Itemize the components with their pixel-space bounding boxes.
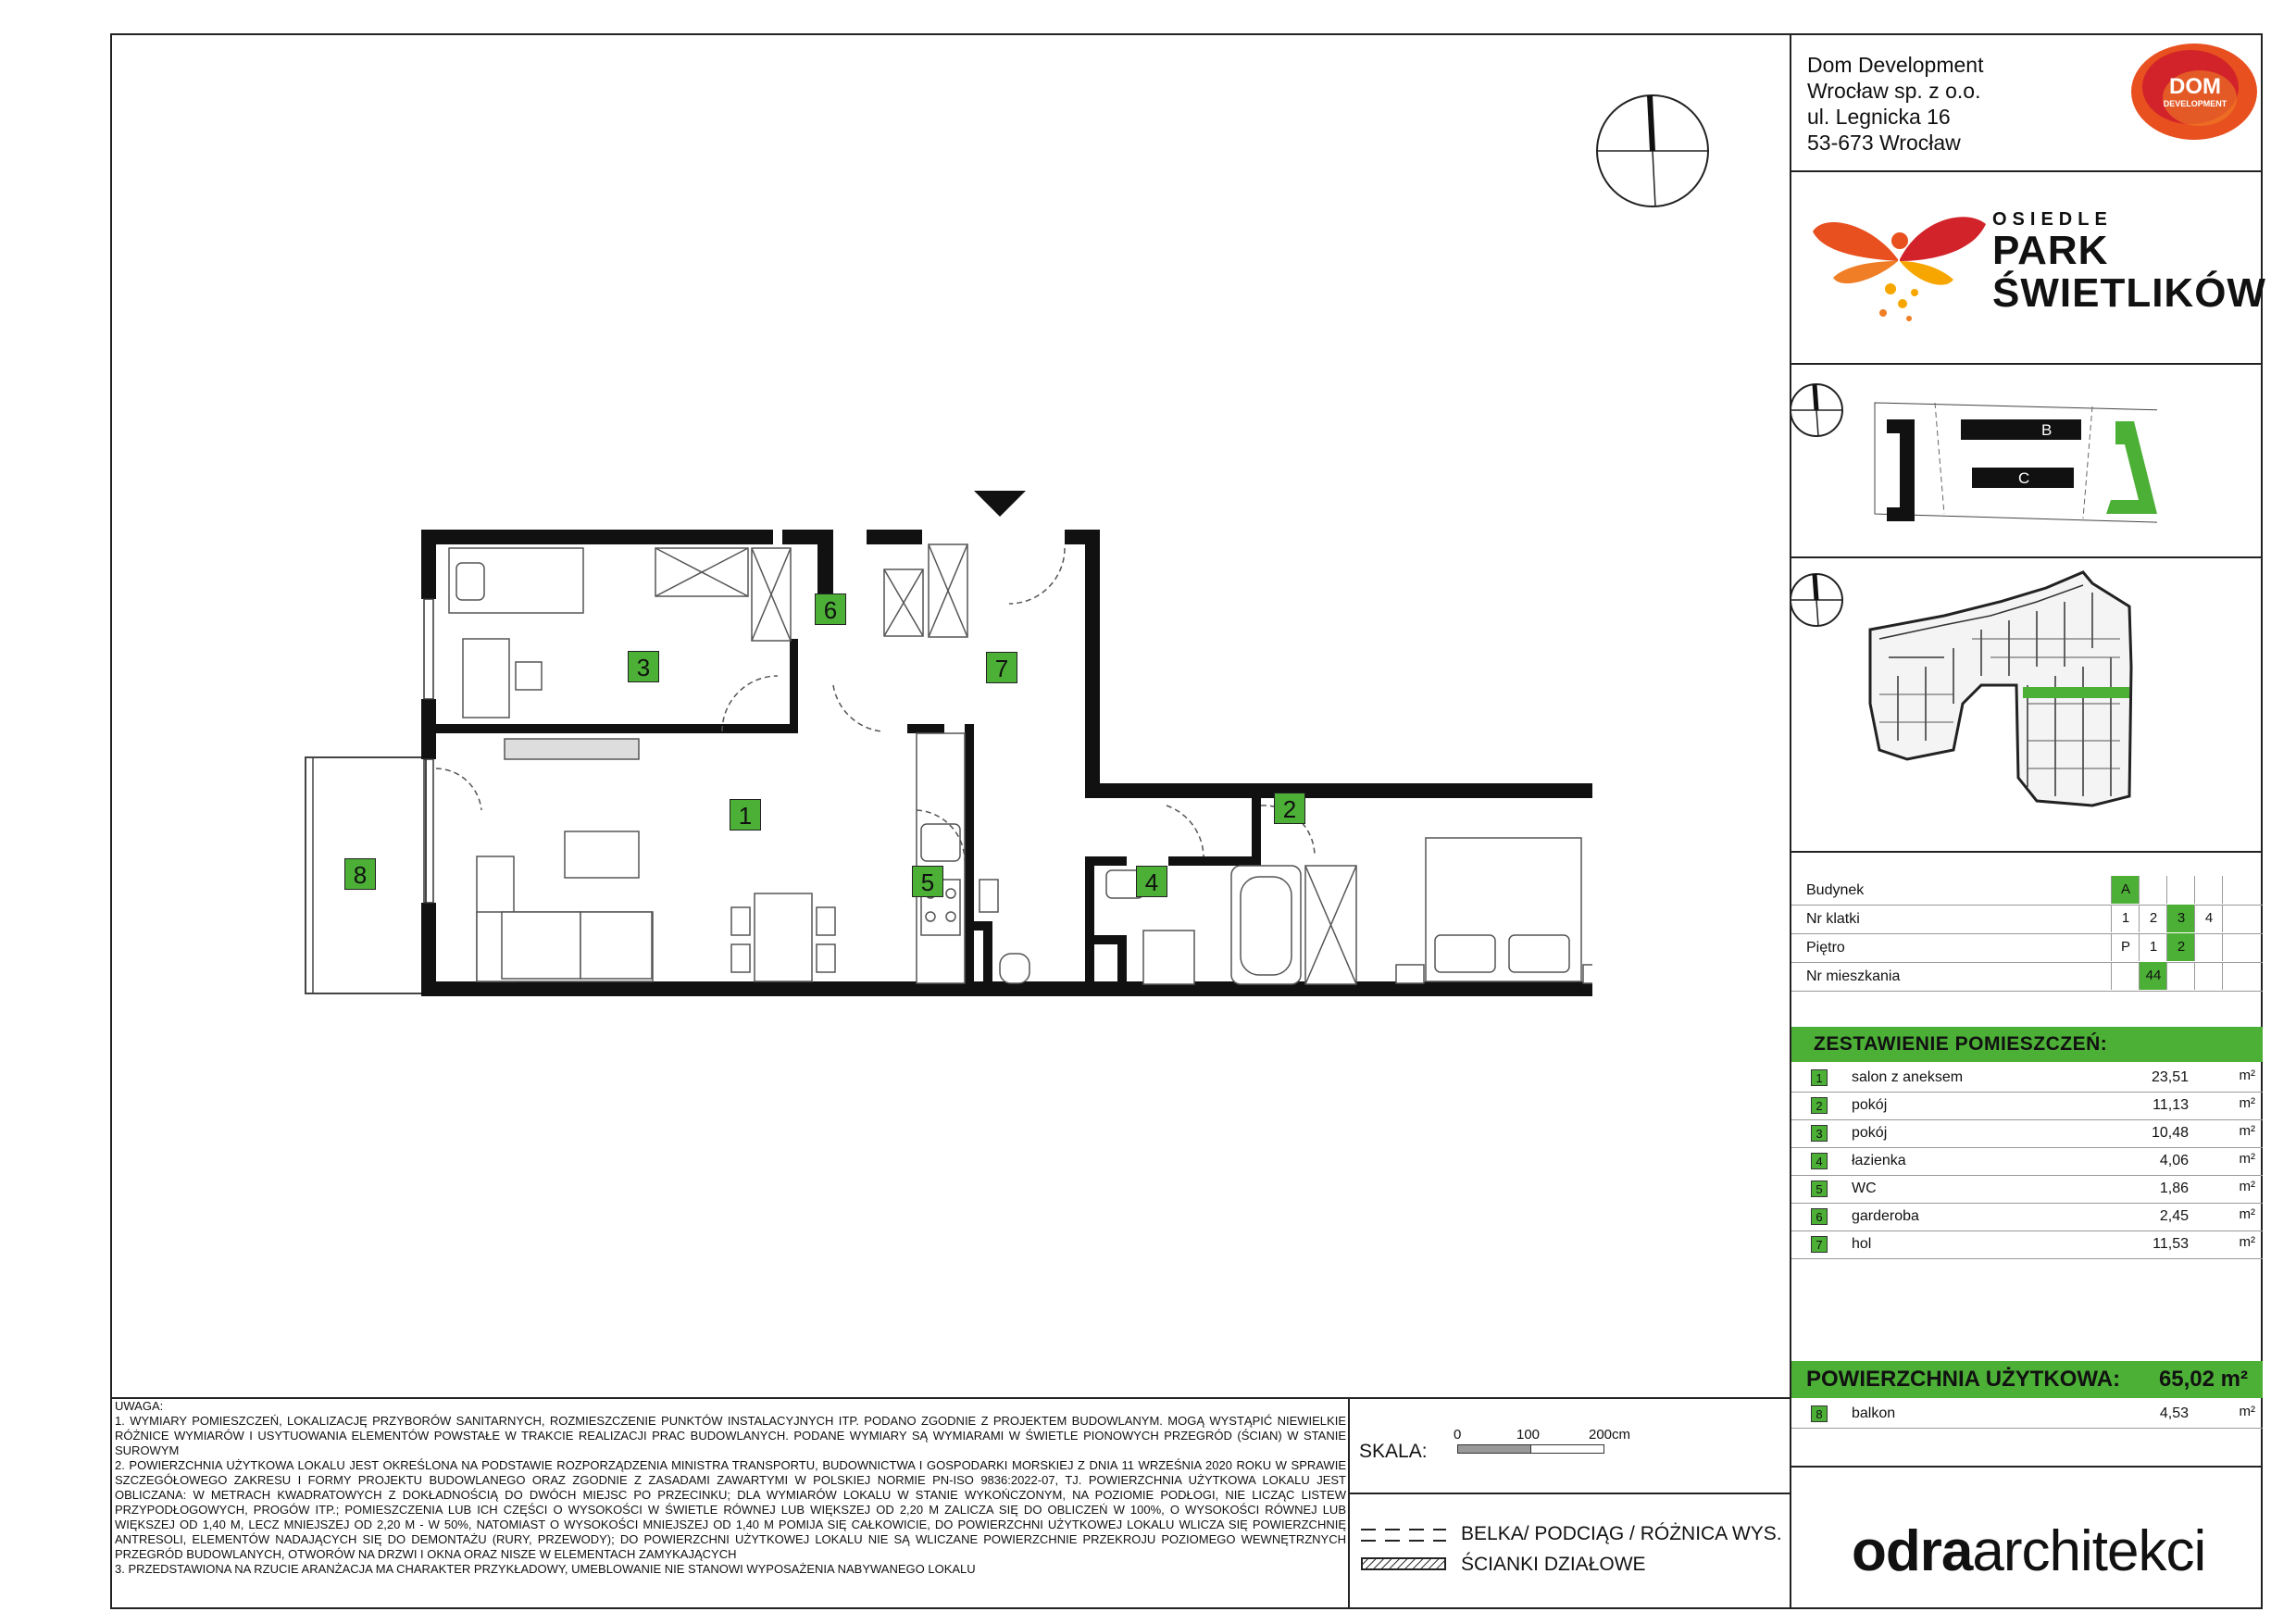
info-row-building (1791, 876, 2263, 906)
plan-label-room-3: 3 (628, 651, 659, 682)
room-unit: m² (2239, 1068, 2255, 1083)
empty-cell (2222, 905, 2251, 932)
building-cell: A (2111, 876, 2140, 904)
total-area-label: POWIERZCHNIA UŻYTKOWA: (1806, 1367, 2121, 1392)
empty-cell (2222, 876, 2251, 904)
plan-label-room-5: 5 (912, 866, 943, 897)
empty-cell (2139, 876, 2167, 904)
empty-cell (2222, 933, 2251, 961)
room-name: balkon (1852, 1405, 1896, 1421)
room-name: hol (1852, 1236, 1872, 1252)
room-number: 3 (1811, 1125, 1828, 1142)
room-number: 1 (1811, 1069, 1828, 1086)
site-label-b: B (2041, 421, 2053, 439)
partition-legend-icon (1361, 1557, 1446, 1575)
notes-title: UWAGA: (115, 1399, 164, 1413)
empty-cell (2194, 962, 2223, 990)
room-row (1791, 1147, 2263, 1176)
room-row (1791, 1203, 2263, 1231)
company-street: ul. Legnicka 16 (1807, 105, 1951, 129)
room-row (1791, 1230, 2263, 1259)
empty-cell (2166, 876, 2195, 904)
room-name: pokój (1852, 1125, 1888, 1141)
logo-subtext: DEVELOPMENT (2163, 99, 2227, 108)
total-area (1791, 1361, 2263, 1398)
firefly-logo-icon (1805, 204, 1990, 338)
room-unit: m² (2239, 1095, 2255, 1111)
architect-logo (1852, 1518, 2205, 1584)
room-unit: m² (2239, 1404, 2255, 1419)
company-name: Dom Development (1807, 53, 1984, 77)
room-name: salon z aneksem (1852, 1069, 1964, 1085)
plan-label-room-6: 6 (815, 593, 846, 625)
rooms-header: ZESTAWIENIE POMIESZCZEŃ: (1791, 1027, 2263, 1062)
room-row (1791, 1119, 2263, 1148)
room-area: 4,06 (2159, 1153, 2189, 1168)
room-area: 10,48 (2151, 1125, 2189, 1141)
room-row (1791, 1064, 2263, 1093)
info-row-floor (1791, 933, 2263, 963)
estate-name-2: ŚWIETLIKÓW (1992, 270, 2266, 316)
building-label: Budynek (1806, 882, 1865, 898)
note-1: 1. WYMIARY POMIESZCZEŃ, LOKALIZACJĘ PRZYBORÓW SANITARNYCH, ROZMIESZCZENIE PUNKTÓW INSTALACYJNYCH ITP. PODANO ZGODNIE Z PROJEKTEM BUDOWLANYM. MOGĄ WYSTĄPIĆ NIEWIELKIE RÓŻNICE WYMIARÓW I USYTUOWANIA ELEMENTÓW POWSTAŁE W TRAKCIE REALIZACJI PRAC BUDOWLANYCH. PODANE WYMIARY SĄ WYMIARAMI W ŚWIETLE PIONOWYCH PRZEGRÓD (ŚCIAN) W STANIE SUROWYM (115, 1414, 1346, 1457)
scale-label: SKALA: (1359, 1441, 1428, 1462)
company-name-2: Wrocław sp. z o.o. (1807, 79, 1981, 103)
room-number: 8 (1811, 1405, 1828, 1422)
scale-divider (1348, 1397, 1350, 1609)
room-area: 4,53 (2159, 1405, 2189, 1421)
stair-label: Nr klatki (1806, 911, 1860, 927)
site-label-c: C (2018, 469, 2030, 487)
room-number: 4 (1811, 1153, 1828, 1169)
architect-logo-light: architekci (1972, 1519, 2206, 1583)
room-unit: m² (2239, 1234, 2255, 1250)
plan-label-room-4: 4 (1136, 866, 1167, 897)
floor-plan (278, 491, 1592, 1014)
site-label-a: A (2155, 449, 2166, 467)
north-arrow-icon (1592, 91, 1713, 216)
estate-label-small: OSIEDLE (1992, 209, 2113, 230)
scale-bar-dark (1457, 1444, 1531, 1454)
apartment-label: Nr mieszkania (1806, 968, 1901, 984)
room-area: 1,86 (2159, 1181, 2189, 1196)
balcony-row (1791, 1400, 2263, 1429)
panel-line (1790, 170, 2263, 172)
stair-cell: 4 (2194, 905, 2223, 932)
panel-line (1790, 1466, 2263, 1468)
scale-bar-light (1530, 1444, 1604, 1454)
stair-cell: 1 (2111, 905, 2140, 932)
room-row (1791, 1092, 2263, 1120)
empty-cell (2111, 962, 2140, 990)
room-number: 7 (1811, 1236, 1828, 1253)
room-unit: m² (2239, 1179, 2255, 1194)
room-unit: m² (2239, 1151, 2255, 1167)
plan-label-room-7: 7 (986, 652, 1017, 683)
room-name: WC (1852, 1181, 1877, 1196)
panel-line (1790, 363, 2263, 365)
room-number: 5 (1811, 1181, 1828, 1197)
info-row-apartment (1791, 962, 2263, 992)
room-area: 2,45 (2159, 1208, 2189, 1224)
stair-cell: 2 (2139, 905, 2167, 932)
room-name: garderoba (1852, 1208, 1919, 1224)
empty-cell (2166, 962, 2195, 990)
room-area: 23,51 (2151, 1069, 2189, 1085)
beam-legend-label: BELKA/ PODCIĄG / RÓŻNICA WYS. (1461, 1523, 1782, 1544)
room-unit: m² (2239, 1206, 2255, 1222)
site-label-d: D (1918, 449, 1930, 467)
plan-label-room-1: 1 (730, 799, 761, 831)
room-area: 11,13 (2152, 1097, 2189, 1113)
floor-cell: P (2111, 933, 2140, 961)
room-row (1791, 1175, 2263, 1204)
logo-text: DOM (2169, 74, 2221, 99)
note-3: 3. PRZEDSTAWIONA NA RZUCIE ARANŻACJA MA CHARAKTER PRZYKŁADOWY, UMEBLOWANIE NIE STANOWI WYPOSAŻENIA NABYWANEGO LOKALU (115, 1562, 976, 1576)
architect-logo-bold: odra (1852, 1519, 1973, 1583)
scale-tick-0: 0 (1454, 1427, 1462, 1443)
panel-line (1790, 851, 2263, 853)
plan-label-room-2: 2 (1274, 793, 1305, 824)
room-number: 2 (1811, 1097, 1828, 1114)
panel-line (1790, 556, 2263, 558)
notes (115, 1399, 1346, 1577)
legend-divider (1348, 1493, 1791, 1494)
room-area: 11,53 (2152, 1236, 2189, 1252)
room-number: 6 (1811, 1208, 1828, 1225)
partition-legend-label: ŚCIANKI DZIAŁOWE (1461, 1554, 1646, 1575)
floor-key-plan (1787, 565, 2259, 847)
scale-tick-100: 100 (1516, 1427, 1541, 1443)
beam-legend-icon (1361, 1526, 1446, 1549)
company-city: 53-673 Wrocław (1807, 131, 1961, 155)
floor-cell: 1 (2139, 933, 2167, 961)
apartment-number: 44 (2139, 962, 2167, 990)
scale-tick-200: 200cm (1589, 1427, 1631, 1443)
floor-label: Piętro (1806, 940, 1845, 956)
room-unit: m² (2239, 1123, 2255, 1139)
company-address (1807, 52, 1983, 156)
dom-development-logo (2129, 41, 2259, 143)
empty-cell (2194, 876, 2223, 904)
empty-cell (2222, 962, 2251, 990)
empty-cell (2194, 933, 2223, 961)
site-plan (1787, 375, 2166, 556)
estate-name-1: PARK (1992, 228, 2109, 273)
room-name: łazienka (1852, 1153, 1906, 1168)
note-2: 2. POWIERZCHNIA UŻYTKOWA LOKALU JEST OKREŚLONA NA PODSTAWIE ROZPORZĄDZENIA MINISTRA TRANSPORTU, BUDOWNICTWA I GOSPODARKI MORSKIEJ Z DNIA 11 WRZEŚNIA 2020 ROKU W SPRAWIE SZCZEGÓŁOWEGO ZAKRESU I FORMY PROJEKTU BUDOWLANEGO ORAZ ZGODNIE Z ZASADAMI ZAWARTYMI W POLSKIEJ NORMIE PN-ISO 9836:2022-07, TJ. POWIERZCHNIA UŻYTKOWA LOKALU JEST OBLICZANA: W METRACH KWADRATOWYCH Z DOKŁADNOŚCIĄ DO DWÓCH MIEJSC PO PRZECINKU; DLA WYMIARÓW LOKALU W STANIE WYKOŃCZONYM, NA POZIOMIE PODŁOGI, NIE LICZĄC LISTEW PRZYPODŁOGOWYCH, PROGÓW ITP.; POMIESZCZENIA LUB ICH CZĘŚCI O WYSOKOŚCI W ŚWIETLE RÓWNEJ LUB WIĘKSZEJ OD 2,20 M ZALICZA SIĘ DO OBLICZEŃ W 100%, O WYSOKOŚCI RÓWNEJ LUB WIĘKSZEJ OD 1,40 M, LECZ MNIEJSZEJ OD 2,20 M - W 50%, NATOMIAST O WYSOKOŚCI MNIEJSZEJ OD 1,40 M POMIJA SIĘ CAŁKOWICIE, DO POWIERZCHNI UŻYTKOWEJ LOKALU WLICZA SIĘ POWIERZCHNIĘ ANTRESOLI, ELEMENTÓW NADAJĄCYCH SIĘ DO DEMONTAŻU (RURY, PRZEWODY); DO POWIERZCHNI UŻYTKOWEJ LOKALU NIE SĄ WLICZANE POWIERZCHNIE PRZEKROJU POZIOMEGO WEWNĘTRZNYCH PRZEGRÓD BUDOWLANYCH, OTWORÓW NA DRZWI I OKNA ORAZ NISZE W ELEMENTACH ZAMYKAJĄCYCH (115, 1458, 1346, 1561)
plan-label-balcony-8: 8 (344, 858, 376, 890)
info-row-stair (1791, 905, 2263, 934)
stair-cell: 3 (2166, 905, 2195, 932)
total-area-value: 65,02 m² (2158, 1367, 2248, 1392)
room-name: pokój (1852, 1097, 1888, 1113)
floor-cell: 2 (2166, 933, 2195, 961)
